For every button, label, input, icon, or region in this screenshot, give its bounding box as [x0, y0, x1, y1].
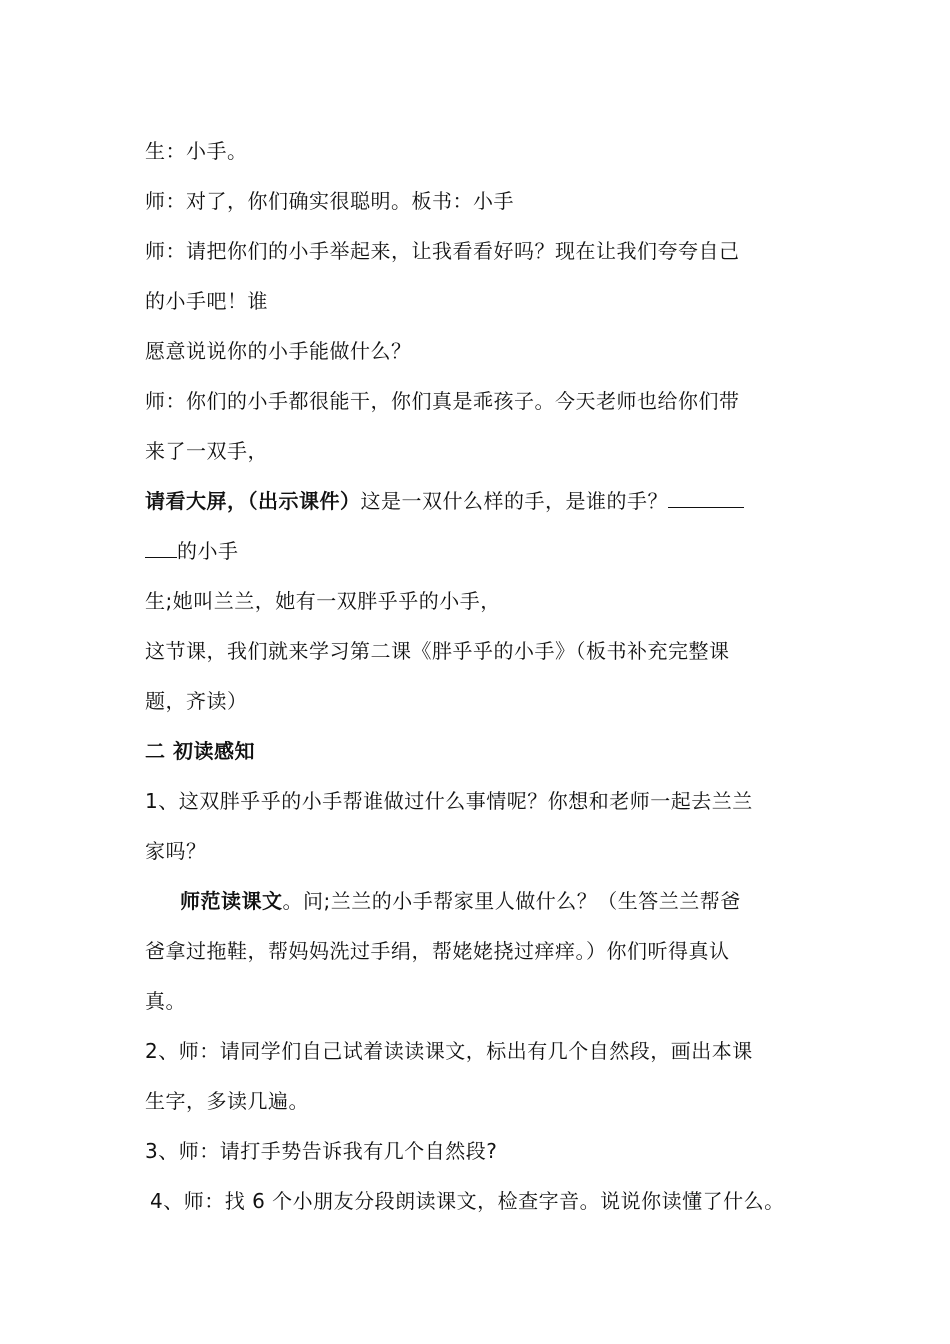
text-line: 2、师：请同学们自己试着读读课文，标出有几个自然段，画出本课 [145, 1039, 753, 1063]
fill-in-blank [668, 487, 744, 508]
text-line: 题，齐读） [145, 689, 248, 713]
section-heading: 二 初读感知 [145, 739, 255, 763]
text-line: 来了一双手， [145, 439, 268, 463]
text-line: 这节课，我们就来学习第二课《胖乎乎的小手》（板书补充完整课 [145, 639, 730, 663]
text-line-with-blank [145, 487, 744, 515]
text-phrase: 。问;兰兰的小手帮家里人做什么？（生答兰兰帮爸 [282, 889, 741, 913]
text-line: 4、师：找 6 个小朋友分段朗读课文，检查字音。说说你读懂了什么。 [150, 1189, 785, 1213]
text-line: 师：你们的小手都很能干，你们真是乖孩子。今天老师也给你们带 [145, 389, 740, 413]
text-line: 家吗？ [145, 839, 207, 863]
bold-phrase: 师范读课文 [180, 889, 283, 913]
text-phrase: 这是一双什么样的手，是谁的手？ [360, 489, 668, 513]
text-phrase: 的小手 [177, 539, 239, 563]
text-line: 生：小手。 [145, 139, 248, 163]
text-line: 生字，多读几遍。 [145, 1089, 309, 1113]
text-line: 3、师：请打手势告诉我有几个自然段? [145, 1139, 498, 1163]
bold-phrase: 请看大屏，（出示课件） [145, 489, 361, 513]
text-line: 师：请把你们的小手举起来，让我看看好吗？现在让我们夸夸自己 [145, 239, 740, 263]
text-line-with-blank [145, 537, 239, 565]
text-line: 生;她叫兰兰，她有一双胖乎乎的小手， [145, 589, 501, 613]
text-line: 1、这双胖乎乎的小手帮谁做过什么事情呢？你想和老师一起去兰兰 [145, 789, 753, 813]
text-line: 的小手吧！谁 [145, 289, 268, 313]
text-line: 愿意说说你的小手能做什么？ [145, 339, 412, 363]
text-line-indented [180, 887, 741, 915]
fill-in-blank [145, 537, 177, 558]
text-line: 师：对了，你们确实很聪明。板书：小手 [145, 189, 514, 213]
text-line: 爸拿过拖鞋，帮妈妈洗过手绢，帮姥姥挠过痒痒。）你们听得真认 [145, 939, 730, 963]
text-line: 真。 [145, 989, 186, 1013]
